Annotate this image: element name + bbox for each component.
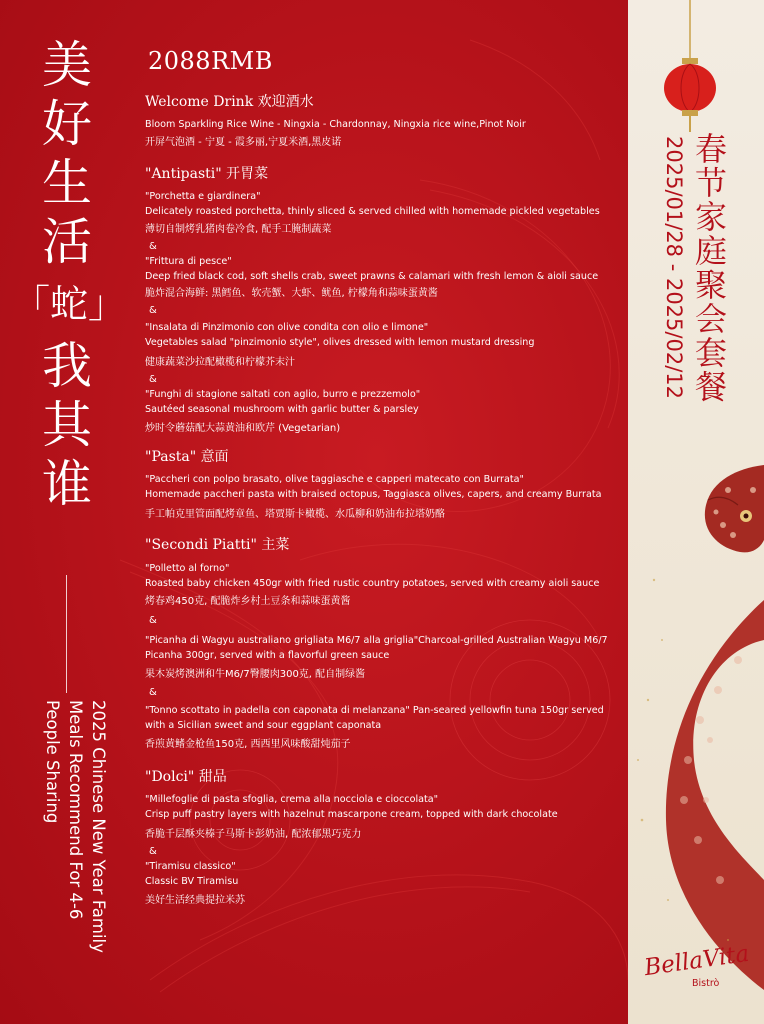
section-title-antipasti: "Antipasti" 开胃菜 xyxy=(145,166,269,182)
title-char: 谁 xyxy=(42,455,92,513)
dish-name: "Polletto al forno" xyxy=(145,563,230,574)
welcome-en: Bloom Sparkling Rice Wine - Ningxia - Chardonnay, Ningxia rice wine,Pinot Noir xyxy=(145,119,526,130)
ampersand: & xyxy=(149,305,157,316)
right-title: 春节家庭聚会套餐 xyxy=(690,132,728,404)
title-char: 美 xyxy=(42,36,92,94)
dish-cn: 烤春鸡450克, 配脆炸乡村土豆条和蒜味蛋黄酱 xyxy=(145,596,351,607)
price: 2088RMB xyxy=(148,47,273,75)
lantern-icon xyxy=(664,0,716,132)
logo-main: BellaVita xyxy=(642,940,751,982)
dish-en: Sautéed seasonal mushroom with garlic butter & parsley xyxy=(145,404,419,415)
left-english-text xyxy=(30,700,110,1000)
dish-text: "Picanha di Wagyu australiano grigliata M6/7 alla griglia"Charcoal-grilled Australian Wagyu M6/7 Picanha 300gr, served with a flavorful green sauce xyxy=(145,635,608,661)
left-title xyxy=(12,36,127,514)
section-title-secondi: "Secondi Piatti" 主菜 xyxy=(145,537,290,553)
dish-name: "Porchetta e giardinera" xyxy=(145,191,261,202)
ampersand: & xyxy=(149,241,157,252)
title-char: 活 xyxy=(42,213,92,271)
dish-cn: 香煎黄鳍金枪鱼150克, 西西里风味酸甜炖茄子 xyxy=(145,739,351,750)
dish-cn: 美好生活经典提拉米苏 xyxy=(145,895,245,906)
dish-en: Classic BV Tiramisu xyxy=(145,876,239,887)
english-line: 2025 Chinese New Year Family xyxy=(89,700,108,953)
dish-en: Roasted baby chicken 450gr with fried rustic country potatoes, served with creamy aioli sauce xyxy=(145,578,600,589)
dish-name: "Paccheri con polpo brasato, olive taggiasche e capperi matecato con Burrata" xyxy=(145,474,524,485)
ampersand: & xyxy=(149,687,157,698)
section-title-welcome: Welcome Drink 欢迎酒水 xyxy=(145,94,314,110)
dish-en: Homemade paccheri pasta with braised octopus, Taggiasca olives, capers, and creamy Burrata xyxy=(145,489,602,500)
ampersand: & xyxy=(149,846,157,857)
dish-name: "Funghi di stagione saltati con aglio, burro e prezzemolo" xyxy=(145,389,421,400)
dish-cn: 脆炸混合海鲜: 黑鳕鱼、软壳蟹、大虾、鱿鱼, 柠檬角和蒜味蛋黄酱 xyxy=(145,288,438,299)
title-char: 生 xyxy=(42,154,92,212)
dish-cn: 薄切自制烤乳猪肉卷冷食, 配手工腌制蔬菜 xyxy=(145,224,332,235)
dish-en: Delicately roasted porchetta, thinly sliced & served chilled with homemade pickled vegetables xyxy=(145,206,600,217)
english-line: Meals Recommend For 4-6 xyxy=(66,700,85,920)
title-char: 好 xyxy=(42,95,92,153)
dish-cn: 健康蔬菜沙拉配橄榄和柠檬芥末汁 xyxy=(145,357,295,368)
english-line: People Sharing xyxy=(43,700,62,824)
welcome-cn: 开屏气泡酒 - 宁夏 - 霞多丽,宁夏米酒,黑皮诺 xyxy=(145,137,342,148)
dish-name: "Insalata di Pinzimonio con olive condita con olio e limone" xyxy=(145,322,429,333)
dish-name: "Millefoglie di pasta sfoglia, crema alla nocciola e cioccolata" xyxy=(145,794,439,805)
dish-name: "Frittura di pesce" xyxy=(145,256,232,267)
ampersand: & xyxy=(149,615,157,626)
title-char: 「蛇」 xyxy=(12,282,127,326)
menu-content xyxy=(145,91,615,908)
section-title-pasta: "Pasta" 意面 xyxy=(145,449,229,465)
date-range: 2025/01/28 - 2025/02/12 xyxy=(662,136,686,400)
dish-cn: 手工帕克里管面配烤章鱼、塔贾斯卡橄榄、水瓜柳和奶油布拉塔奶酪 xyxy=(145,509,445,520)
dish-en: Vegetables salad "pinzimonio style", olives dressed with lemon mustard dressing xyxy=(145,337,535,348)
bellavita-logo xyxy=(642,940,751,989)
section-title-dolci: "Dolci" 甜品 xyxy=(145,769,227,785)
divider-line xyxy=(66,575,67,693)
logo-sub: Bistrò xyxy=(692,978,720,989)
ampersand: & xyxy=(149,374,157,385)
dish-cn: 炒时令蘑菇配大蒜黄油和欧芹 (Vegetarian) xyxy=(145,423,341,434)
title-char: 其 xyxy=(42,396,92,454)
dish-cn: 果木炭烤澳洲和牛M6/7臀腰肉300克, 配自制绿酱 xyxy=(145,669,366,680)
dish-en: Deep fried black cod, soft shells crab, sweet prawns & calamari with fresh lemon & aioli sauce xyxy=(145,271,599,282)
dish-text: "Tonno scottato in padella con caponata di melanzana" Pan-seared yellowfin tuna 150gr served with a Sicilian sweet and sour eggplant caponata xyxy=(145,705,604,731)
title-char: 我 xyxy=(42,337,92,395)
dish-name: "Tiramisu classico" xyxy=(145,861,236,872)
dish-cn: 香脆千层酥夹榛子马斯卡彭奶油, 配浓郁黑巧克力 xyxy=(145,829,362,840)
dish-en: Crisp puff pastry layers with hazelnut mascarpone cream, topped with dark chocolate xyxy=(145,809,558,820)
